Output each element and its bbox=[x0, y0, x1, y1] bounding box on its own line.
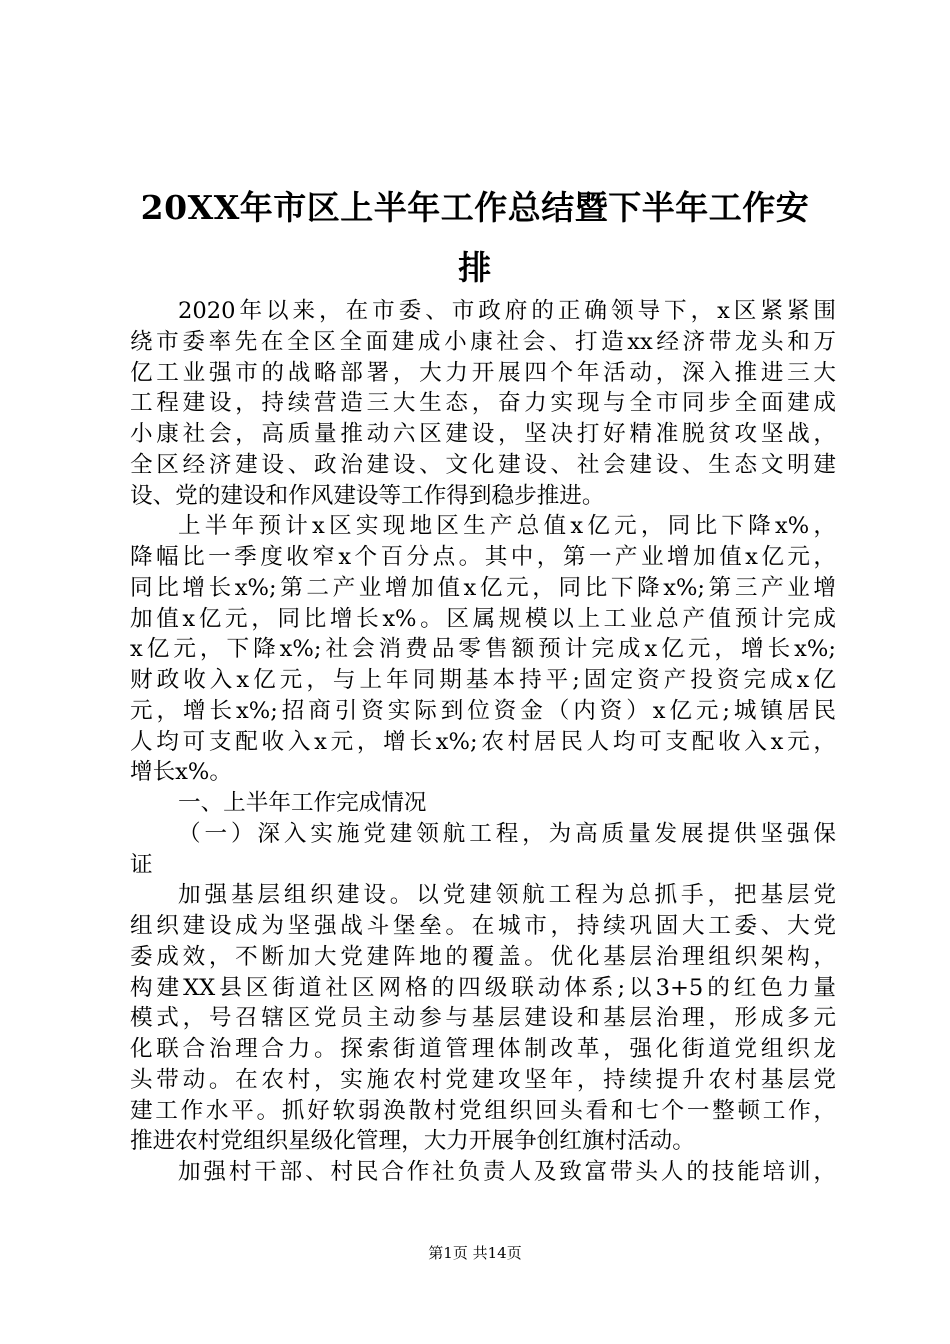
paragraph bbox=[130, 511, 836, 788]
paragraph bbox=[130, 296, 836, 511]
text-line: 财政收入x亿元，与上年同期基本持平;固定资产投资完成x亿 bbox=[130, 667, 836, 693]
page-footer: 第1页 共14页 bbox=[428, 1244, 522, 1262]
title-line: 20XX年市区上半年工作总结暨下半年工作安 bbox=[140, 188, 810, 227]
text-line: 亿工业强市的战略部署，大力开展四个年活动，深入推进三大 bbox=[130, 359, 836, 386]
text-line: 设、党的建设和作风建设等工作得到稳步推进。 bbox=[130, 482, 605, 509]
section-heading bbox=[130, 788, 836, 819]
text-line: 头带动。在农村，实施农村党建攻坚年，持续提升农村基层党 bbox=[130, 1066, 836, 1093]
text-line: 增长x%。 bbox=[130, 759, 232, 786]
text-line: 组织建设成为坚强战斗堡垒。在城市，持续巩固大工委、大党 bbox=[130, 913, 836, 939]
text-line: 推进农村党组织星级化管理，大力开展争创红旗村活动。 bbox=[130, 1128, 695, 1155]
text-line: 加值x亿元，同比增长x%。区属规模以上工业总产值预计完成 bbox=[130, 605, 836, 632]
text-line: 全区经济建设、政治建设、文化建设、社会建设、生态文明建 bbox=[130, 451, 836, 478]
document-title bbox=[118, 178, 832, 298]
text-line: 化联合治理合力。探索街道管理体制改革，强化街道党组织龙 bbox=[130, 1036, 836, 1062]
paragraph bbox=[130, 880, 836, 1157]
text-line: 加强村干部、村民合作社负责人及致富带头人的技能培训， bbox=[178, 1159, 836, 1185]
text-line: 降幅比一季度收窄x个百分点。其中，第一产业增加值x亿元， bbox=[130, 544, 836, 570]
paragraph bbox=[130, 1157, 836, 1188]
text-line: 构建XX县区街道社区网格的四级联动体系;以3+5的红色力量 bbox=[130, 974, 836, 1001]
document-body bbox=[130, 296, 836, 1188]
text-line: 委成效，不断加大党建阵地的覆盖。优化基层治理组织架构， bbox=[130, 943, 836, 970]
text-line: 证 bbox=[130, 851, 153, 878]
text-line: （一）深入实施党建领航工程，为高质量发展提供坚强保 bbox=[178, 820, 836, 847]
text-line: 人均可支配收入x元，增长x%;农村居民人均可支配收入x元， bbox=[130, 728, 836, 755]
text-line: 同比增长x%;第二产业增加值x亿元，同比下降x%;第三产业增 bbox=[130, 574, 836, 601]
text-line: 上半年预计x区实现地区生产总值x亿元，同比下降x%， bbox=[178, 513, 836, 540]
subsection-heading bbox=[130, 819, 836, 881]
text-line: 小康社会，高质量推动六区建设，坚决打好精准脱贫攻坚战， bbox=[130, 421, 836, 447]
text-line: 元，增长x%;招商引资实际到位资金（内资）x亿元;城镇居民 bbox=[130, 697, 836, 724]
text-line: 工程建设，持续营造三大生态，奋力实现与全市同步全面建成 bbox=[130, 390, 836, 417]
text-line: 绕市委率先在全区全面建成小康社会、打造xx经济带龙头和万 bbox=[130, 328, 836, 355]
text-line: 加强基层组织建设。以党建领航工程为总抓手，把基层党 bbox=[178, 882, 836, 909]
text-line: 2020年以来，在市委、市政府的正确领导下，x区紧紧围 bbox=[178, 298, 836, 324]
text-line: x亿元，下降x%;社会消费品零售额预计完成x亿元，增长x%; bbox=[130, 636, 836, 663]
text-line: 建工作水平。抓好软弱涣散村党组织回头看和七个一整顿工作， bbox=[130, 1097, 836, 1124]
text-line: 模式，号召辖区党员主动参与基层建设和基层治理，形成多元 bbox=[130, 1005, 836, 1032]
text-line: 一、上半年工作完成情况 bbox=[178, 790, 427, 816]
title-line: 排 bbox=[458, 248, 492, 287]
